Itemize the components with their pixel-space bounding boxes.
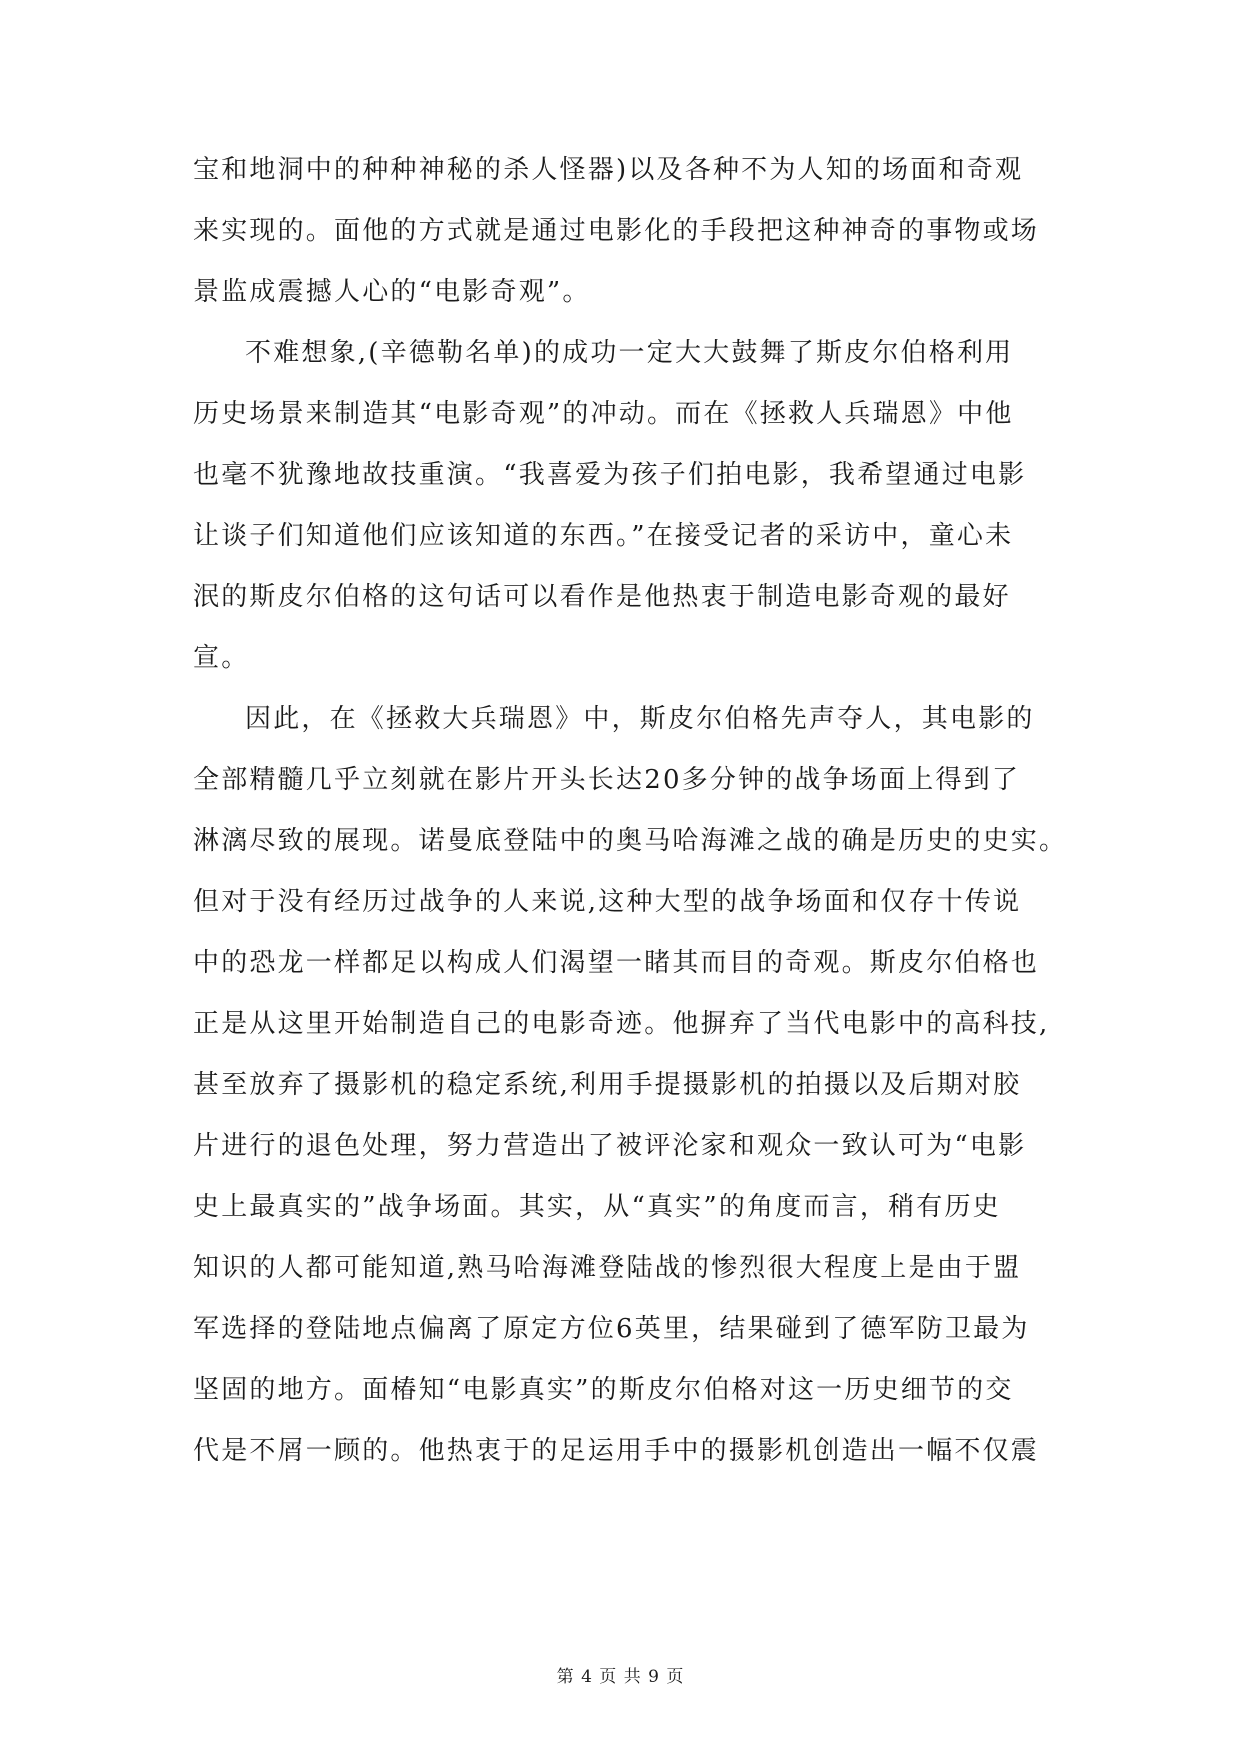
text-line: 甚至放弃了摄影机的稳定系统,利用手提摄影机的拍摄以及后期对胶 [193, 1070, 1022, 1100]
text-line: 片进行的退色处理，努力营造出了被评沦家和观众一致认可为“电影 [193, 1131, 1027, 1161]
text-line: 也毫不犹豫地故技重演。“我喜爱为孩子们拍电影，我希望通过电影 [193, 460, 1027, 490]
text-line: 军选择的登陆地点偏离了原定方位6英里，结果碰到了德军防卫最为 [193, 1314, 1030, 1344]
text-line: 历史场景来制造其“电影奇观”的冲动。而在《拯救人兵瑞恩》中他 [193, 399, 1014, 429]
text-line: 来实现的。面他的方式就是通过电影化的手段把这种神奇的事物或场 [193, 216, 1040, 246]
text-line: 正是从这里开始制造自己的电影奇迹。他摒弃了当代电影中的高科技, [193, 1009, 1050, 1039]
text-line: 全部精髓几乎立刻就在影片开头长达20多分钟的战争场面上得到了 [193, 765, 1021, 795]
text-line: 知识的人都可能知道,熟马哈海滩登陆战的惨烈很大程度上是由于盟 [193, 1253, 1022, 1283]
text-line: 宣。 [193, 643, 250, 673]
paragraph-start-line: 因此，在《拯救大兵瑞恩》中，斯皮尔伯格先声夺人，其电影的 [245, 704, 1035, 734]
text-line: 但对于没有经历过战争的人来说,这种大型的战争场面和仅存十传说 [193, 887, 1022, 917]
paragraph-start-line: 不难想象,(辛德勒名单)的成功一定大大鼓舞了斯皮尔伯格利用 [245, 338, 1014, 368]
text-line: 泯的斯皮尔伯格的这句话可以看作是他热衷于制造电影奇观的最好 [193, 582, 1011, 612]
text-line: 坚固的地方。面椿知“电影真实”的斯皮尔伯格对这一历史细节的交 [193, 1375, 1014, 1405]
page-footer: 第 4 页 共 9 页 [556, 1667, 685, 1687]
text-line: 让谈子们知道他们应该知道的东西。”在接受记者的采访中，童心未 [193, 521, 1014, 551]
text-line: 中的恐龙一样都足以构成人们渴望一睹其而目的奇观。斯皮尔伯格也 [193, 948, 1040, 978]
text-line: 淋漓尽致的展现。诺曼底登陆中的奥马哈海滩之战的确是历史的史实。 [193, 826, 1068, 856]
text-line: 史上最真实的”战争场面。其实，从“真实”的角度而言，稍有历史 [193, 1192, 1001, 1222]
text-line: 宝和地洞中的种种神秘的杀人怪器)以及各种不为人知的场面和奇观 [193, 155, 1024, 185]
text-line: 代是不屑一顾的。他热衷于的足运用手中的摄影机创造出一幅不仅震 [193, 1436, 1040, 1466]
text-line: 景监成震撼人心的“电影奇观”。 [193, 277, 591, 307]
